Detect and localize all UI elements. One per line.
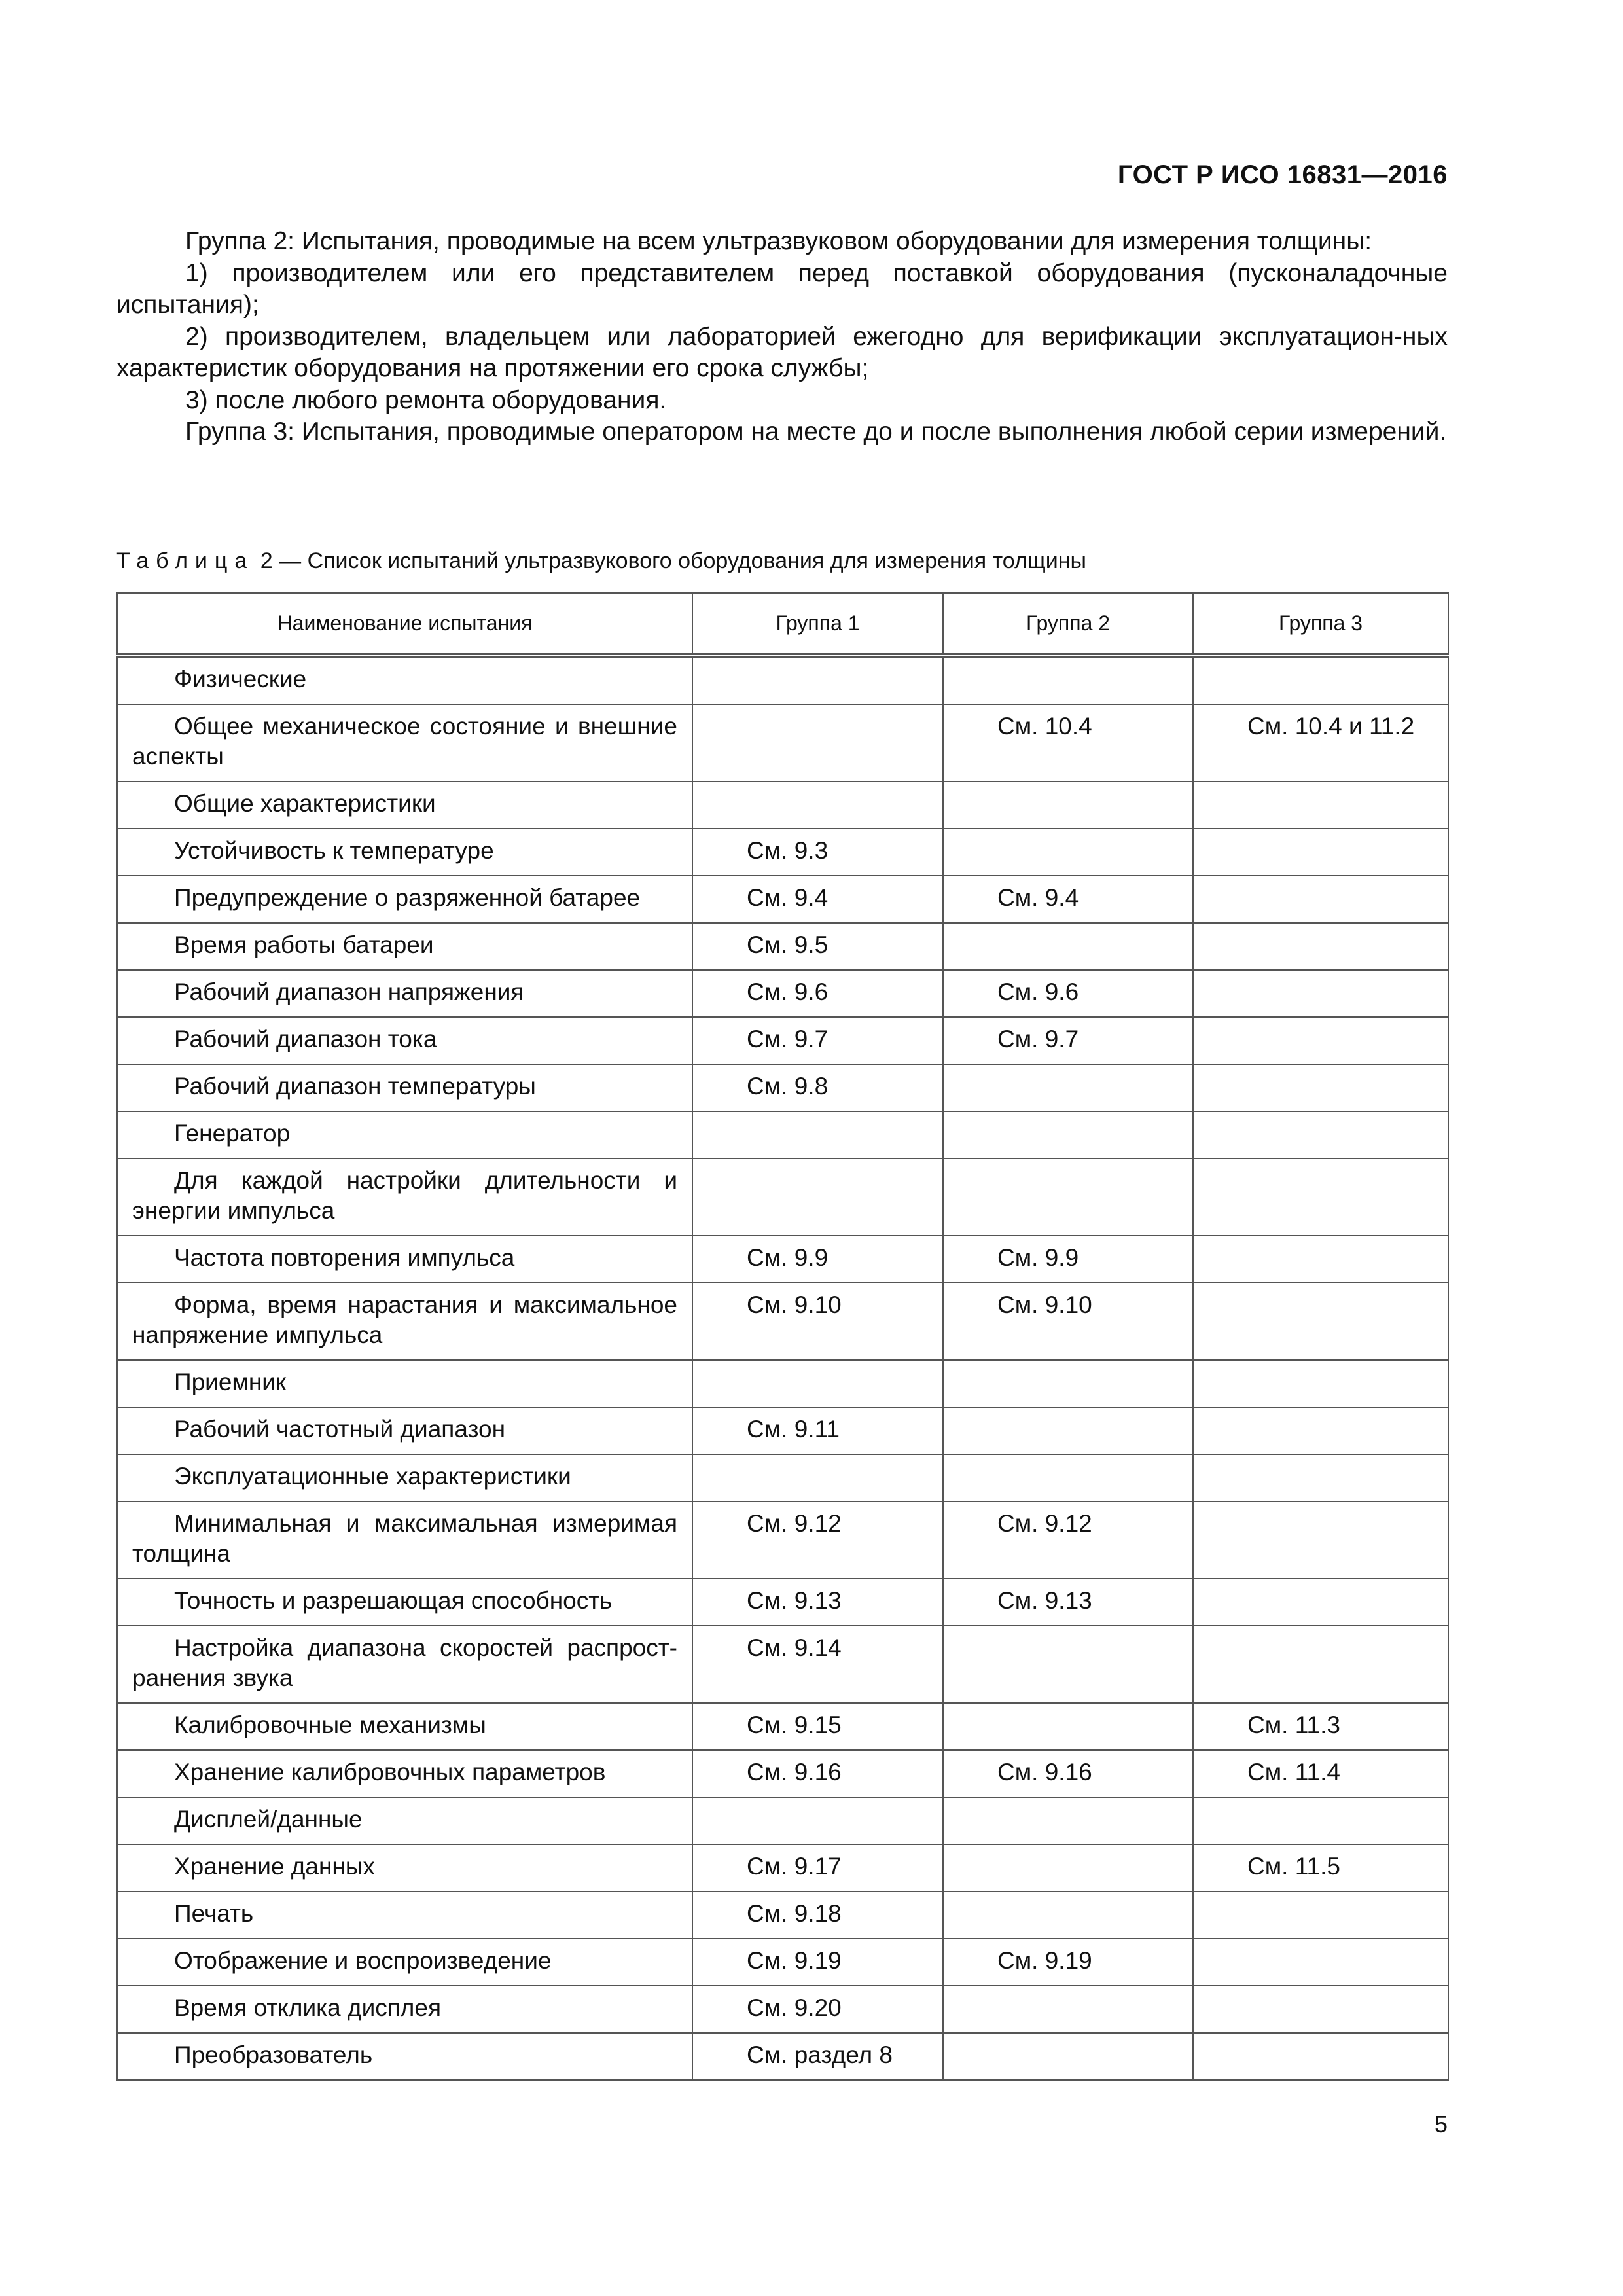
test-name-text: Хранение калибровочных параметров: [174, 1759, 606, 1785]
cell-group-2: См. 9.7: [943, 1017, 1193, 1064]
table-row: [117, 1064, 1448, 1111]
cell-group-1: [692, 1797, 943, 1844]
table-row: [117, 1454, 1448, 1501]
cell-group-1: См. 9.14: [692, 1626, 943, 1703]
cell-group-3: [1193, 1064, 1448, 1111]
cell-test-name: [117, 1360, 692, 1407]
cell-group-2: См. 9.12: [943, 1501, 1193, 1579]
test-name-text: Время отклика дисплея: [174, 1994, 442, 2021]
cell-group-3: [1193, 1892, 1448, 1939]
cell-group-1: [692, 781, 943, 829]
test-name-text: Частота повторения импульса: [174, 1244, 515, 1271]
cell-group-1: См. 9.5: [692, 923, 943, 970]
test-name-text: Печать: [174, 1900, 254, 1927]
test-name-text: Рабочий диапазон температуры: [174, 1073, 536, 1100]
cell-group-2: [943, 923, 1193, 970]
cell-group-2: См. 9.19: [943, 1939, 1193, 1986]
table-row: [117, 1844, 1448, 1892]
cell-group-1: [692, 655, 943, 704]
cell-group-1: См. 9.11: [692, 1407, 943, 1454]
paragraph: Группа 2: Испытания, проводимые на всем ультразвуковом оборудовании для измерения толщины:: [185, 227, 1372, 255]
cell-group-1: См. 9.3: [692, 829, 943, 876]
cell-test-name: [117, 1236, 692, 1283]
cell-group-2: [943, 1454, 1193, 1501]
test-name-text: Рабочий диапазон напряжения: [174, 978, 524, 1005]
cell-group-3: [1193, 1111, 1448, 1158]
cell-test-name: [117, 1797, 692, 1844]
column-header-group-2: Группа 2: [943, 593, 1193, 655]
test-name-text: Отображение и воспроизведение: [174, 1947, 552, 1974]
table-header-row: [117, 593, 1448, 655]
table-row: [117, 1750, 1448, 1797]
table-row: [117, 655, 1448, 704]
test-name-text: Предупреждение о разряженной батарее: [174, 884, 641, 911]
column-header-test-name: Наименование испытания: [117, 593, 692, 655]
cell-group-3: [1193, 1454, 1448, 1501]
cell-group-3: [1193, 1158, 1448, 1236]
cell-test-name: [117, 1844, 692, 1892]
cell-test-name: [117, 781, 692, 829]
column-header-group-3: Группа 3: [1193, 593, 1448, 655]
cell-group-2: См. 9.9: [943, 1236, 1193, 1283]
cell-test-name: [117, 876, 692, 923]
cell-group-3: [1193, 876, 1448, 923]
cell-group-1: См. 9.6: [692, 970, 943, 1017]
page-number: 5: [1434, 2111, 1448, 2138]
test-name-text: Приемник: [174, 1369, 287, 1395]
body-text: [116, 226, 1448, 448]
test-name-text: Время работы батареи: [174, 931, 434, 958]
table-row: [117, 1986, 1448, 2033]
cell-group-1: См. 9.7: [692, 1017, 943, 1064]
table-row: [117, 1158, 1448, 1236]
table-row: [117, 1111, 1448, 1158]
table-caption-text: 2 — Список испытаний ультразвукового оборудования для измерения толщины: [260, 548, 1086, 573]
cell-group-2: См. 9.4: [943, 876, 1193, 923]
column-header-group-1: Группа 1: [692, 593, 943, 655]
cell-test-name: [117, 1986, 692, 2033]
cell-group-1: См. раздел 8: [692, 2033, 943, 2080]
test-name-text: Хранение данных: [174, 1853, 375, 1880]
cell-test-name: [117, 2033, 692, 2080]
cell-group-3: [1193, 1501, 1448, 1579]
cell-group-1: [692, 1111, 943, 1158]
cell-group-2: [943, 1064, 1193, 1111]
test-name-text: Общие характеристики: [174, 790, 436, 817]
cell-group-3: [1193, 1236, 1448, 1283]
cell-group-3: [1193, 1986, 1448, 2033]
test-name-text: Устойчивость к температуре: [174, 837, 494, 864]
cell-group-1: См. 9.15: [692, 1703, 943, 1750]
cell-test-name: [117, 1111, 692, 1158]
test-name-text: Минимальная и максимальная измеримая толщина: [132, 1510, 677, 1567]
paragraph: Группа 3: Испытания, проводимые оператором на месте до и после выполнения любой серии измерений.: [185, 418, 1447, 446]
cell-group-3: См. 11.3: [1193, 1703, 1448, 1750]
cell-group-1: См. 9.4: [692, 876, 943, 923]
test-name-text: Физические: [174, 666, 307, 692]
cell-test-name: [117, 655, 692, 704]
cell-group-3: [1193, 1939, 1448, 1986]
cell-test-name: [117, 829, 692, 876]
table-row: [117, 1579, 1448, 1626]
table-row: [117, 1939, 1448, 1986]
table-row: [117, 2033, 1448, 2080]
cell-group-3: [1193, 2033, 1448, 2080]
cell-group-3: См. 10.4 и 11.2: [1193, 704, 1448, 781]
cell-test-name: [117, 1454, 692, 1501]
table-row: [117, 1501, 1448, 1579]
cell-group-2: [943, 1111, 1193, 1158]
cell-test-name: [117, 1064, 692, 1111]
cell-group-1: [692, 1454, 943, 1501]
cell-group-2: [943, 1986, 1193, 2033]
cell-group-3: [1193, 923, 1448, 970]
cell-group-2: [943, 1626, 1193, 1703]
test-name-text: Для каждой настройки длительности и энергии импульса: [132, 1167, 677, 1224]
cell-test-name: [117, 704, 692, 781]
cell-group-2: [943, 1360, 1193, 1407]
cell-test-name: [117, 1750, 692, 1797]
cell-group-3: [1193, 970, 1448, 1017]
document-code: ГОСТ Р ИСО 16831—2016: [1117, 160, 1448, 189]
cell-group-2: [943, 1797, 1193, 1844]
cell-group-1: См. 9.18: [692, 1892, 943, 1939]
test-name-text: Эксплуатационные характеристики: [174, 1463, 571, 1490]
cell-group-2: [943, 655, 1193, 704]
test-name-text: Настройка диапазона скоростей распрост-ранения звука: [132, 1634, 677, 1691]
cell-test-name: [117, 1626, 692, 1703]
tests-table: [116, 592, 1449, 2081]
cell-group-2: [943, 1407, 1193, 1454]
table-row: [117, 1236, 1448, 1283]
table-row: [117, 1797, 1448, 1844]
cell-group-2: [943, 1703, 1193, 1750]
cell-group-1: См. 9.8: [692, 1064, 943, 1111]
cell-test-name: [117, 1158, 692, 1236]
cell-group-2: [943, 1158, 1193, 1236]
table-row: [117, 1626, 1448, 1703]
cell-group-2: [943, 2033, 1193, 2080]
paragraph: 1) производителем или его представителем перед поставкой оборудования (пусконаладочные испытания);: [116, 259, 1448, 319]
test-name-text: Форма, время нарастания и максимальное напряжение импульса: [132, 1291, 677, 1348]
cell-group-3: [1193, 1017, 1448, 1064]
table-row: [117, 704, 1448, 781]
cell-test-name: [117, 1017, 692, 1064]
table-body: [117, 655, 1448, 2080]
test-name-text: Преобразователь: [174, 2041, 373, 2068]
test-name-text: Калибровочные механизмы: [174, 1712, 486, 1738]
test-name-text: Генератор: [174, 1120, 291, 1147]
cell-group-3: [1193, 1797, 1448, 1844]
cell-group-2: [943, 829, 1193, 876]
cell-test-name: [117, 970, 692, 1017]
cell-test-name: [117, 1501, 692, 1579]
cell-group-2: См. 9.6: [943, 970, 1193, 1017]
cell-group-2: См. 10.4: [943, 704, 1193, 781]
cell-group-3: См. 11.5: [1193, 1844, 1448, 1892]
paragraph: 3) после любого ремонта оборудования.: [185, 386, 667, 414]
table-row: [117, 829, 1448, 876]
cell-test-name: [117, 1579, 692, 1626]
table-row: [117, 923, 1448, 970]
cell-group-1: См. 9.9: [692, 1236, 943, 1283]
cell-group-1: [692, 704, 943, 781]
test-name-text: Точность и разрешающая способность: [174, 1587, 613, 1614]
cell-group-3: [1193, 1360, 1448, 1407]
table-row: [117, 1360, 1448, 1407]
table-row: [117, 876, 1448, 923]
cell-test-name: [117, 1939, 692, 1986]
cell-group-2: [943, 781, 1193, 829]
cell-group-1: См. 9.19: [692, 1939, 943, 1986]
cell-test-name: [117, 1283, 692, 1360]
cell-group-3: См. 11.4: [1193, 1750, 1448, 1797]
table-row: [117, 1017, 1448, 1064]
test-name-text: Рабочий диапазон тока: [174, 1026, 437, 1052]
table-caption: [116, 548, 1086, 574]
table-row: [117, 970, 1448, 1017]
test-name-text: Общее механическое состояние и внешние аспекты: [132, 713, 677, 770]
cell-group-1: См. 9.16: [692, 1750, 943, 1797]
cell-group-2: [943, 1844, 1193, 1892]
cell-test-name: [117, 923, 692, 970]
cell-group-2: См. 9.16: [943, 1750, 1193, 1797]
test-name-text: Рабочий частотный диапазон: [174, 1416, 506, 1443]
cell-group-1: [692, 1360, 943, 1407]
table-caption-label: Таблица: [116, 548, 255, 573]
test-name-text: Дисплей/данные: [174, 1806, 363, 1833]
cell-group-2: [943, 1892, 1193, 1939]
cell-group-2: См. 9.13: [943, 1579, 1193, 1626]
table-row: [117, 1703, 1448, 1750]
cell-group-1: См. 9.17: [692, 1844, 943, 1892]
paragraph: 2) производителем, владельцем или лабораторией ежегодно для верификации эксплуатацион-ных характеристик оборудования на протяжении его срока службы;: [116, 322, 1448, 382]
cell-group-1: См. 9.12: [692, 1501, 943, 1579]
cell-test-name: [117, 1892, 692, 1939]
cell-group-3: [1193, 655, 1448, 704]
cell-test-name: [117, 1407, 692, 1454]
cell-group-3: [1193, 829, 1448, 876]
cell-group-3: [1193, 1626, 1448, 1703]
cell-test-name: [117, 1703, 692, 1750]
cell-group-2: См. 9.10: [943, 1283, 1193, 1360]
table-row: [117, 1892, 1448, 1939]
cell-group-1: [692, 1158, 943, 1236]
cell-group-1: См. 9.13: [692, 1579, 943, 1626]
table-row: [117, 1407, 1448, 1454]
cell-group-3: [1193, 1283, 1448, 1360]
cell-group-3: [1193, 781, 1448, 829]
cell-group-3: [1193, 1407, 1448, 1454]
cell-group-1: См. 9.20: [692, 1986, 943, 2033]
cell-group-3: [1193, 1579, 1448, 1626]
cell-group-1: См. 9.10: [692, 1283, 943, 1360]
table-row: [117, 1283, 1448, 1360]
table-row: [117, 781, 1448, 829]
